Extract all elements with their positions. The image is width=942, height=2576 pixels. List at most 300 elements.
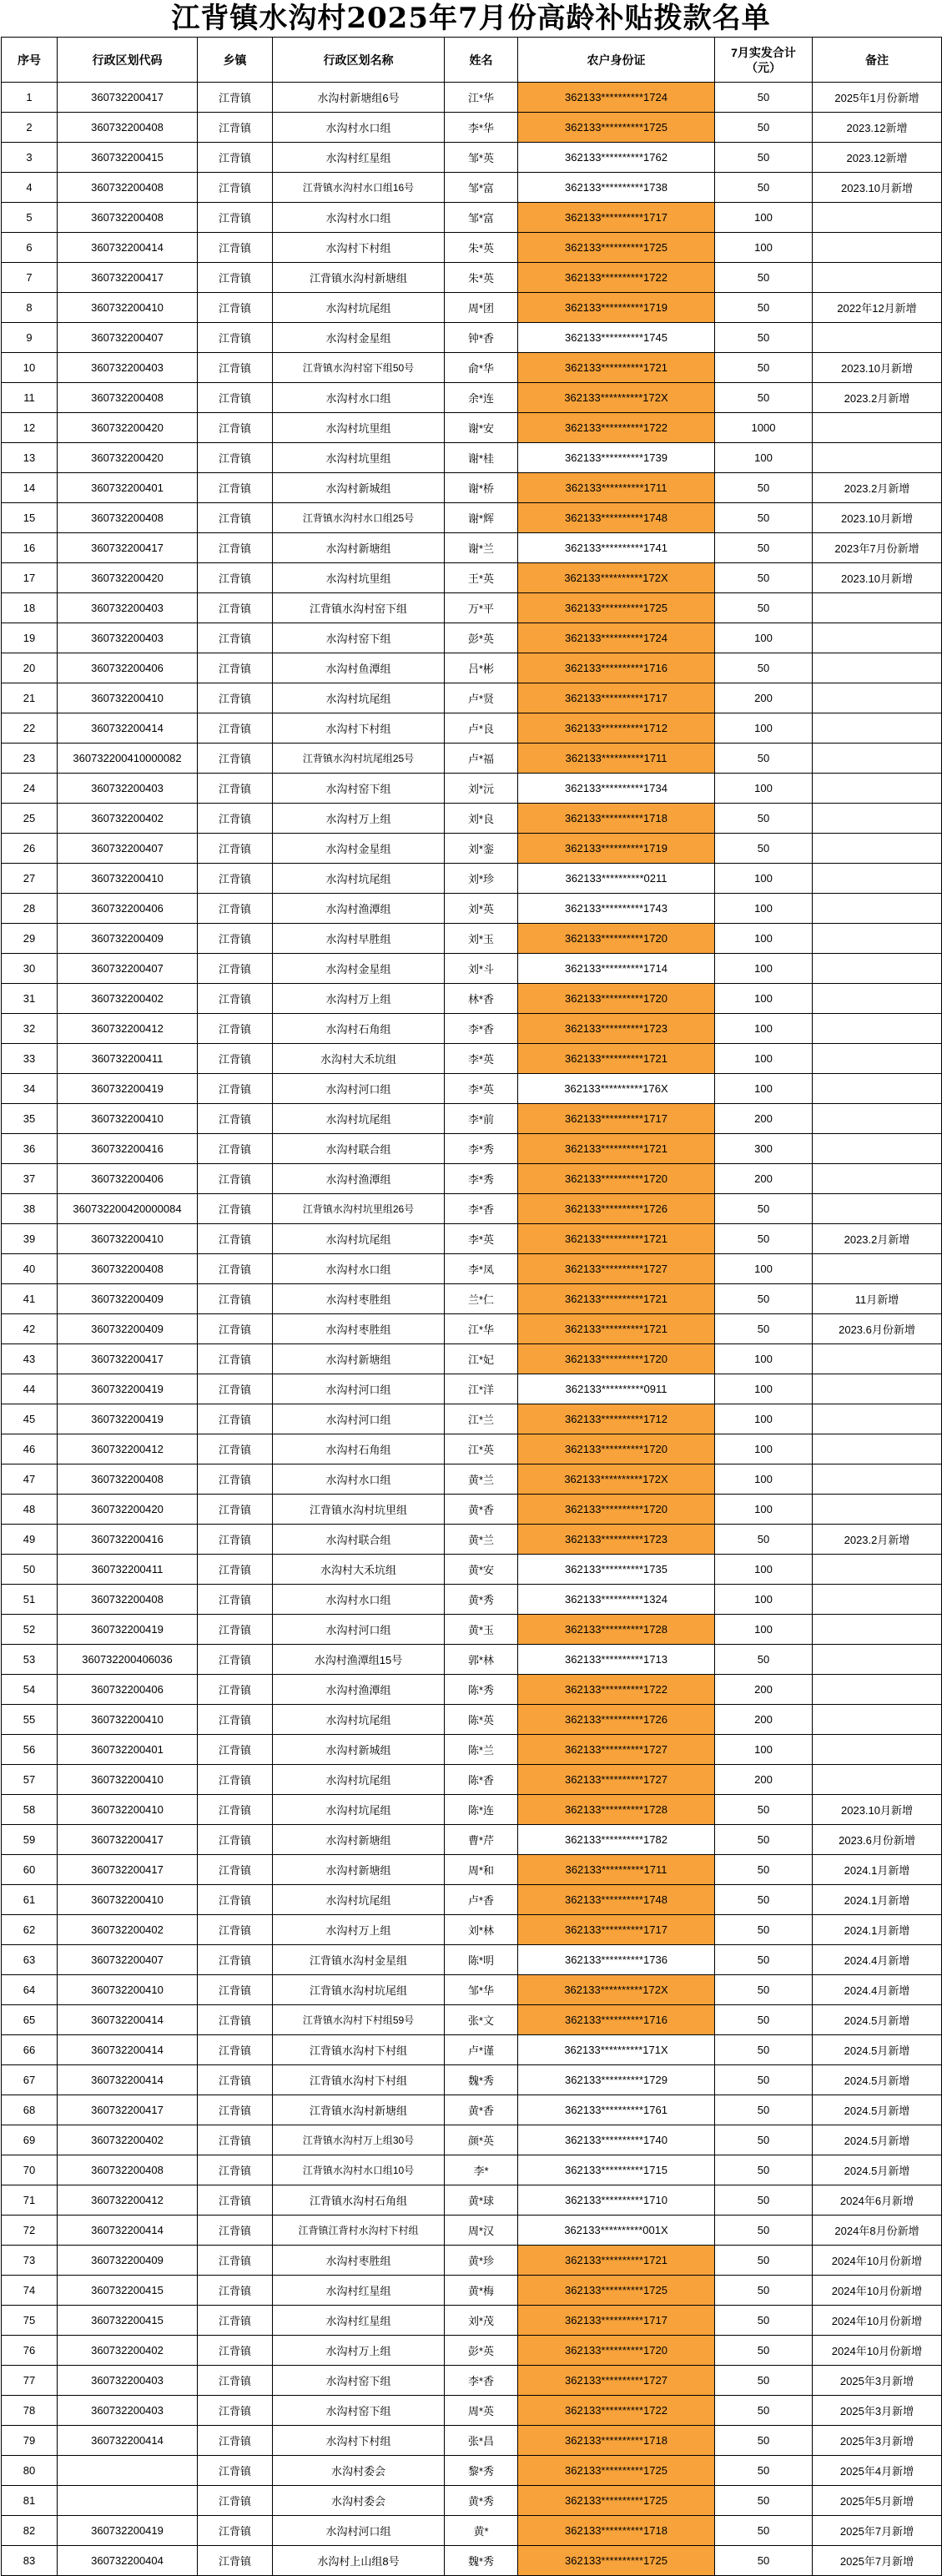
cell-id-card: 362133**********1718 bbox=[518, 2516, 715, 2546]
table-row bbox=[2, 1735, 942, 1765]
cell-amount: 1000 bbox=[715, 413, 813, 443]
cell-town: 江背镇 bbox=[198, 1975, 273, 2005]
cell-note bbox=[813, 894, 942, 924]
cell-note bbox=[813, 1374, 942, 1404]
cell-id-card: 362133**********1717 bbox=[518, 1915, 715, 1945]
cell-id-card: 362133**********1741 bbox=[518, 533, 715, 563]
table-row bbox=[2, 1374, 942, 1404]
cell-name: 李*前 bbox=[445, 1104, 518, 1134]
cell-area-code: 360732200401 bbox=[58, 473, 198, 503]
cell-note: 2025年5月新增 bbox=[813, 2486, 942, 2516]
cell-area-code: 360732200415 bbox=[58, 2306, 198, 2336]
cell-amount: 50 bbox=[715, 744, 813, 774]
cell-seq: 47 bbox=[2, 1464, 58, 1495]
cell-area-code: 360732200415 bbox=[58, 143, 198, 173]
cell-area-code: 360732200417 bbox=[58, 1344, 198, 1374]
cell-town: 江背镇 bbox=[198, 353, 273, 383]
cell-id-card: 362133**********1712 bbox=[518, 713, 715, 744]
table-row bbox=[2, 2125, 942, 2155]
cell-seq: 54 bbox=[2, 1675, 58, 1705]
header-town: 乡镇 bbox=[198, 38, 273, 83]
cell-id-card: 362133**********1720 bbox=[518, 1495, 715, 1525]
cell-seq: 1 bbox=[2, 83, 58, 113]
cell-town: 江背镇 bbox=[198, 1254, 273, 1284]
cell-name: 刘*英 bbox=[445, 894, 518, 924]
cell-note bbox=[813, 954, 942, 984]
table-row bbox=[2, 2486, 942, 2516]
cell-amount: 200 bbox=[715, 1705, 813, 1735]
table-row bbox=[2, 383, 942, 413]
cell-name: 江*兰 bbox=[445, 1404, 518, 1434]
cell-area-code: 360732200406 bbox=[58, 1675, 198, 1705]
table-row bbox=[2, 1705, 942, 1735]
cell-amount: 100 bbox=[715, 954, 813, 984]
cell-town: 江背镇 bbox=[198, 2005, 273, 2035]
table-row bbox=[2, 173, 942, 203]
cell-note bbox=[813, 804, 942, 834]
cell-id-card: 362133**********1748 bbox=[518, 503, 715, 533]
cell-note: 2023年7月份新增 bbox=[813, 533, 942, 563]
cell-note bbox=[813, 744, 942, 774]
cell-area-name: 水沟村坑里组 bbox=[273, 413, 445, 443]
cell-seq: 65 bbox=[2, 2005, 58, 2035]
cell-id-card: 362133**********1727 bbox=[518, 1765, 715, 1795]
cell-amount: 100 bbox=[715, 924, 813, 954]
cell-id-card: 362133**********1723 bbox=[518, 1014, 715, 1044]
cell-id-card: 362133**********1725 bbox=[518, 2456, 715, 2486]
cell-seq: 41 bbox=[2, 1284, 58, 1314]
cell-amount: 50 bbox=[715, 173, 813, 203]
cell-area-name: 水沟村万上组 bbox=[273, 984, 445, 1014]
cell-id-card: 362133**********1722 bbox=[518, 1675, 715, 1705]
cell-town: 江背镇 bbox=[198, 1945, 273, 1975]
cell-area-name: 水沟村坑尾组 bbox=[273, 1104, 445, 1134]
cell-amount: 100 bbox=[715, 1014, 813, 1044]
cell-area-name: 水沟村新塘组 bbox=[273, 1825, 445, 1855]
table-row bbox=[2, 1074, 942, 1104]
table-row bbox=[2, 1284, 942, 1314]
cell-area-code: 360732200417 bbox=[58, 1825, 198, 1855]
cell-id-card: 362133**********1721 bbox=[518, 353, 715, 383]
cell-name: 卢*谨 bbox=[445, 2035, 518, 2065]
cell-area-code: 360732200407 bbox=[58, 323, 198, 353]
table-row bbox=[2, 353, 942, 383]
cell-amount: 100 bbox=[715, 894, 813, 924]
cell-id-card: 362133**********1782 bbox=[518, 1825, 715, 1855]
cell-seq: 39 bbox=[2, 1224, 58, 1254]
cell-name: 李*英 bbox=[445, 1044, 518, 1074]
cell-seq: 23 bbox=[2, 744, 58, 774]
cell-name: 谢*安 bbox=[445, 413, 518, 443]
cell-area-code: 360732200417 bbox=[58, 533, 198, 563]
table-row bbox=[2, 1254, 942, 1284]
cell-id-card: 362133**********172X bbox=[518, 1975, 715, 2005]
table-row bbox=[2, 1044, 942, 1074]
cell-town: 江背镇 bbox=[198, 2336, 273, 2366]
table-row bbox=[2, 1404, 942, 1434]
cell-seq: 67 bbox=[2, 2065, 58, 2095]
cell-note: 2023.10月新增 bbox=[813, 563, 942, 593]
cell-area-name: 水沟村窑下组 bbox=[273, 2396, 445, 2426]
cell-amount: 100 bbox=[715, 623, 813, 653]
cell-town: 江背镇 bbox=[198, 1074, 273, 1104]
cell-amount: 50 bbox=[715, 113, 813, 143]
cell-name: 黄*秀 bbox=[445, 1585, 518, 1615]
cell-id-card: 362133**********1738 bbox=[518, 173, 715, 203]
cell-note: 2024.1月新增 bbox=[813, 1855, 942, 1885]
table-row bbox=[2, 713, 942, 744]
cell-town: 江背镇 bbox=[198, 1314, 273, 1344]
cell-seq: 46 bbox=[2, 1434, 58, 1464]
cell-amount: 50 bbox=[715, 1915, 813, 1945]
cell-area-name: 水沟村河口组 bbox=[273, 1615, 445, 1645]
cell-town: 江背镇 bbox=[198, 1525, 273, 1555]
cell-id-card: 362133**********1720 bbox=[518, 1434, 715, 1464]
cell-area-code: 360732200403 bbox=[58, 593, 198, 623]
cell-name: 江*洋 bbox=[445, 1374, 518, 1404]
cell-id-card: 362133**********001X bbox=[518, 2216, 715, 2246]
cell-seq: 37 bbox=[2, 1164, 58, 1194]
cell-amount: 100 bbox=[715, 1344, 813, 1374]
cell-note bbox=[813, 1555, 942, 1585]
cell-town: 江背镇 bbox=[198, 774, 273, 804]
cell-id-card: 362133**********1712 bbox=[518, 1404, 715, 1434]
table-row bbox=[2, 1795, 942, 1825]
cell-name: 颜*英 bbox=[445, 2125, 518, 2155]
table-row bbox=[2, 1314, 942, 1344]
cell-area-name: 江背镇水沟村石角组 bbox=[273, 2185, 445, 2216]
cell-area-name: 水沟村石角组 bbox=[273, 1434, 445, 1464]
cell-area-code: 360732200402 bbox=[58, 2125, 198, 2155]
cell-name: 陈*香 bbox=[445, 1765, 518, 1795]
cell-area-code: 360732200414 bbox=[58, 2035, 198, 2065]
cell-seq: 13 bbox=[2, 443, 58, 473]
cell-seq: 10 bbox=[2, 353, 58, 383]
cell-note bbox=[813, 774, 942, 804]
header-id-card: 农户身份证 bbox=[518, 38, 715, 83]
cell-town: 江背镇 bbox=[198, 1705, 273, 1735]
cell-area-code: 360732200403 bbox=[58, 2366, 198, 2396]
cell-id-card: 362133**********1727 bbox=[518, 1254, 715, 1284]
cell-amount: 50 bbox=[715, 1645, 813, 1675]
header-area-name: 行政区划名称 bbox=[273, 38, 445, 83]
cell-area-name: 水沟村新塘组 bbox=[273, 533, 445, 563]
cell-note: 2025年1月份新增 bbox=[813, 83, 942, 113]
cell-amount: 50 bbox=[715, 2336, 813, 2366]
cell-area-name: 水沟村万上组 bbox=[273, 2336, 445, 2366]
cell-note: 2025年7月新增 bbox=[813, 2516, 942, 2546]
cell-name: 邹*富 bbox=[445, 203, 518, 233]
cell-id-card: 362133**********1324 bbox=[518, 1585, 715, 1615]
cell-note bbox=[813, 263, 942, 293]
cell-note: 2024年10月份新增 bbox=[813, 2276, 942, 2306]
cell-note bbox=[813, 1344, 942, 1374]
cell-id-card: 362133**********1736 bbox=[518, 1945, 715, 1975]
cell-area-name: 水沟村万上组 bbox=[273, 1915, 445, 1945]
cell-town: 江背镇 bbox=[198, 2366, 273, 2396]
cell-name: 陈*明 bbox=[445, 1945, 518, 1975]
cell-area-code: 360732200408 bbox=[58, 1254, 198, 1284]
cell-id-card: 362133**********1748 bbox=[518, 1885, 715, 1915]
cell-name: 刘*銮 bbox=[445, 834, 518, 864]
cell-town: 江背镇 bbox=[198, 83, 273, 113]
cell-town: 江背镇 bbox=[198, 2095, 273, 2125]
cell-town: 江背镇 bbox=[198, 2155, 273, 2185]
cell-area-name: 水沟村河口组 bbox=[273, 2516, 445, 2546]
cell-seq: 16 bbox=[2, 533, 58, 563]
cell-area-name: 水沟村窑下组 bbox=[273, 623, 445, 653]
cell-area-name: 水沟村金星组 bbox=[273, 323, 445, 353]
cell-name: 魏*秀 bbox=[445, 2546, 518, 2576]
cell-town: 江背镇 bbox=[198, 2426, 273, 2456]
table-row bbox=[2, 1344, 942, 1374]
cell-area-code: 360732200408 bbox=[58, 203, 198, 233]
cell-area-name: 江背镇水沟村下村组 bbox=[273, 2065, 445, 2095]
cell-id-card: 362133**********0911 bbox=[518, 1374, 715, 1404]
table-row bbox=[2, 2336, 942, 2366]
cell-name: 谢*辉 bbox=[445, 503, 518, 533]
cell-town: 江背镇 bbox=[198, 1194, 273, 1224]
cell-note: 2024年10月份新增 bbox=[813, 2306, 942, 2336]
cell-seq: 34 bbox=[2, 1074, 58, 1104]
cell-seq: 60 bbox=[2, 1855, 58, 1885]
table-row bbox=[2, 1434, 942, 1464]
cell-seq: 21 bbox=[2, 683, 58, 713]
cell-id-card: 362133**********1719 bbox=[518, 834, 715, 864]
cell-area-name: 江背镇水沟村金星组 bbox=[273, 1945, 445, 1975]
cell-area-code: 360732200402 bbox=[58, 2336, 198, 2366]
cell-name: 江*妃 bbox=[445, 1344, 518, 1374]
cell-name: 朱*英 bbox=[445, 263, 518, 293]
cell-town: 江背镇 bbox=[198, 1735, 273, 1765]
cell-name: 李* bbox=[445, 2155, 518, 2185]
table-row bbox=[2, 864, 942, 894]
cell-name: 李*秀 bbox=[445, 1164, 518, 1194]
cell-town: 江背镇 bbox=[198, 2276, 273, 2306]
cell-town: 江背镇 bbox=[198, 503, 273, 533]
cell-note: 2025年3月新增 bbox=[813, 2366, 942, 2396]
cell-area-code: 360732200408 bbox=[58, 113, 198, 143]
cell-note: 2022年12月新增 bbox=[813, 293, 942, 323]
cell-town: 江背镇 bbox=[198, 834, 273, 864]
cell-id-card: 362133**********1725 bbox=[518, 113, 715, 143]
cell-name: 江*华 bbox=[445, 83, 518, 113]
cell-area-code: 360732200415 bbox=[58, 2276, 198, 2306]
cell-area-name: 水沟村红星组 bbox=[273, 2306, 445, 2336]
cell-name: 江*华 bbox=[445, 1314, 518, 1344]
cell-area-name: 江背镇水沟村窑下组 bbox=[273, 593, 445, 623]
table-row bbox=[2, 1915, 942, 1945]
cell-seq: 6 bbox=[2, 233, 58, 263]
cell-town: 江背镇 bbox=[198, 113, 273, 143]
table-row bbox=[2, 1645, 942, 1675]
cell-area-code: 360732200403 bbox=[58, 623, 198, 653]
cell-amount: 50 bbox=[715, 1795, 813, 1825]
cell-note bbox=[813, 623, 942, 653]
cell-area-name: 水沟村新城组 bbox=[273, 473, 445, 503]
cell-note: 2023.10月新增 bbox=[813, 353, 942, 383]
cell-note bbox=[813, 864, 942, 894]
cell-seq: 78 bbox=[2, 2396, 58, 2426]
cell-id-card: 362133**********1723 bbox=[518, 1525, 715, 1555]
cell-area-code: 360732200406 bbox=[58, 653, 198, 683]
cell-amount: 100 bbox=[715, 1464, 813, 1495]
cell-note: 2024.4月新增 bbox=[813, 1945, 942, 1975]
cell-amount: 200 bbox=[715, 1104, 813, 1134]
table-body bbox=[2, 83, 942, 2576]
cell-note bbox=[813, 1675, 942, 1705]
cell-id-card: 362133**********1745 bbox=[518, 323, 715, 353]
cell-area-name: 水沟村大禾坑组 bbox=[273, 1044, 445, 1074]
table-row bbox=[2, 1675, 942, 1705]
cell-amount: 50 bbox=[715, 2516, 813, 2546]
cell-id-card: 362133**********1715 bbox=[518, 2155, 715, 2185]
cell-name: 黄*秀 bbox=[445, 2486, 518, 2516]
cell-name: 陈*秀 bbox=[445, 1675, 518, 1705]
cell-name: 曹*芹 bbox=[445, 1825, 518, 1855]
cell-id-card: 362133**********1727 bbox=[518, 1735, 715, 1765]
cell-id-card: 362133**********1717 bbox=[518, 683, 715, 713]
cell-area-code: 360732200409 bbox=[58, 924, 198, 954]
cell-seq: 9 bbox=[2, 323, 58, 353]
cell-note: 2024.1月新增 bbox=[813, 1915, 942, 1945]
cell-town: 江背镇 bbox=[198, 413, 273, 443]
cell-note: 2023.6月份新增 bbox=[813, 1825, 942, 1855]
header-seq: 序号 bbox=[2, 38, 58, 83]
cell-seq: 82 bbox=[2, 2516, 58, 2546]
cell-area-name: 江背镇水沟村新塘组 bbox=[273, 2095, 445, 2125]
cell-note: 2024.5月新增 bbox=[813, 2005, 942, 2035]
cell-id-card: 362133**********1714 bbox=[518, 954, 715, 984]
cell-seq: 8 bbox=[2, 293, 58, 323]
cell-name: 黄*安 bbox=[445, 1555, 518, 1585]
cell-town: 江背镇 bbox=[198, 173, 273, 203]
cell-name: 李*秀 bbox=[445, 1134, 518, 1164]
table-row bbox=[2, 1104, 942, 1134]
cell-note bbox=[813, 1074, 942, 1104]
cell-id-card: 362133**********1725 bbox=[518, 593, 715, 623]
table-row bbox=[2, 2306, 942, 2336]
cell-id-card: 362133**********1721 bbox=[518, 1284, 715, 1314]
cell-name: 黄*梅 bbox=[445, 2276, 518, 2306]
table-row bbox=[2, 473, 942, 503]
cell-seq: 69 bbox=[2, 2125, 58, 2155]
cell-seq: 52 bbox=[2, 1615, 58, 1645]
cell-seq: 43 bbox=[2, 1344, 58, 1374]
cell-id-card: 362133**********1711 bbox=[518, 1855, 715, 1885]
cell-seq: 58 bbox=[2, 1795, 58, 1825]
cell-note bbox=[813, 1104, 942, 1134]
cell-id-card: 362133**********1740 bbox=[518, 2125, 715, 2155]
cell-area-name: 水沟村河口组 bbox=[273, 1374, 445, 1404]
cell-id-card: 362133**********1724 bbox=[518, 83, 715, 113]
cell-town: 江背镇 bbox=[198, 263, 273, 293]
cell-amount: 50 bbox=[715, 2276, 813, 2306]
cell-amount: 100 bbox=[715, 233, 813, 263]
cell-area-code: 360732200410 bbox=[58, 683, 198, 713]
cell-name: 卢*良 bbox=[445, 713, 518, 744]
cell-name: 刘*沅 bbox=[445, 774, 518, 804]
cell-area-name: 江背镇水沟村坑尾组25号 bbox=[273, 744, 445, 774]
cell-name: 谢*桂 bbox=[445, 443, 518, 473]
cell-amount: 50 bbox=[715, 563, 813, 593]
cell-name: 万*平 bbox=[445, 593, 518, 623]
cell-area-code: 360732200414 bbox=[58, 2005, 198, 2035]
cell-area-code: 360732200410 bbox=[58, 293, 198, 323]
subsidy-table bbox=[1, 37, 942, 2576]
cell-amount: 100 bbox=[715, 1434, 813, 1464]
cell-note bbox=[813, 1735, 942, 1765]
table-row bbox=[2, 984, 942, 1014]
table-row bbox=[2, 2456, 942, 2486]
cell-amount: 50 bbox=[715, 2486, 813, 2516]
cell-note: 2023.2月新增 bbox=[813, 473, 942, 503]
table-row bbox=[2, 744, 942, 774]
table-row bbox=[2, 1825, 942, 1855]
cell-area-code: 360732200407 bbox=[58, 1945, 198, 1975]
cell-note bbox=[813, 1164, 942, 1194]
cell-name: 刘*林 bbox=[445, 1915, 518, 1945]
cell-town: 江背镇 bbox=[198, 894, 273, 924]
cell-area-code: 360732200410 bbox=[58, 1705, 198, 1735]
cell-note bbox=[813, 323, 942, 353]
cell-area-name: 水沟村枣胜组 bbox=[273, 1284, 445, 1314]
cell-seq: 14 bbox=[2, 473, 58, 503]
cell-area-name: 水沟村坑里组 bbox=[273, 563, 445, 593]
cell-town: 江背镇 bbox=[198, 533, 273, 563]
cell-area-code: 360732200414 bbox=[58, 233, 198, 263]
cell-id-card: 362133**********1721 bbox=[518, 1134, 715, 1164]
cell-seq: 3 bbox=[2, 143, 58, 173]
cell-seq: 32 bbox=[2, 1014, 58, 1044]
cell-area-name: 水沟村石角组 bbox=[273, 1014, 445, 1044]
cell-seq: 45 bbox=[2, 1404, 58, 1434]
cell-id-card: 362133**********1720 bbox=[518, 984, 715, 1014]
cell-town: 江背镇 bbox=[198, 2216, 273, 2246]
cell-name: 黎*秀 bbox=[445, 2456, 518, 2486]
cell-id-card: 362133**********1729 bbox=[518, 2065, 715, 2095]
cell-area-code: 360732200412 bbox=[58, 1434, 198, 1464]
cell-id-card: 362133**********172X bbox=[518, 383, 715, 413]
cell-town: 江背镇 bbox=[198, 1795, 273, 1825]
cell-area-code: 360732200414 bbox=[58, 713, 198, 744]
cell-town: 江背镇 bbox=[198, 924, 273, 954]
cell-area-code: 360732200409 bbox=[58, 1284, 198, 1314]
cell-area-name: 水沟村万上组 bbox=[273, 804, 445, 834]
cell-area-name: 水沟村新塘组6号 bbox=[273, 83, 445, 113]
cell-amount: 100 bbox=[715, 1374, 813, 1404]
cell-town: 江背镇 bbox=[198, 984, 273, 1014]
cell-area-name: 水沟村河口组 bbox=[273, 1074, 445, 1104]
cell-amount: 50 bbox=[715, 2306, 813, 2336]
cell-area-name: 江背镇水沟村新塘组 bbox=[273, 263, 445, 293]
cell-area-code: 360732200419 bbox=[58, 1374, 198, 1404]
cell-area-code: 360732200408 bbox=[58, 1464, 198, 1495]
cell-name: 黄*珍 bbox=[445, 2246, 518, 2276]
cell-town: 江背镇 bbox=[198, 713, 273, 744]
cell-amount: 100 bbox=[715, 713, 813, 744]
cell-area-code: 360732200406 bbox=[58, 1164, 198, 1194]
cell-area-name: 江背镇水沟村水口组25号 bbox=[273, 503, 445, 533]
cell-area-code: 360732200403 bbox=[58, 2396, 198, 2426]
cell-amount: 50 bbox=[715, 834, 813, 864]
cell-town: 江背镇 bbox=[198, 233, 273, 263]
cell-note bbox=[813, 683, 942, 713]
cell-name: 朱*英 bbox=[445, 233, 518, 263]
cell-area-code: 360732200410000082 bbox=[58, 744, 198, 774]
table-row bbox=[2, 143, 942, 173]
cell-note bbox=[813, 1404, 942, 1434]
